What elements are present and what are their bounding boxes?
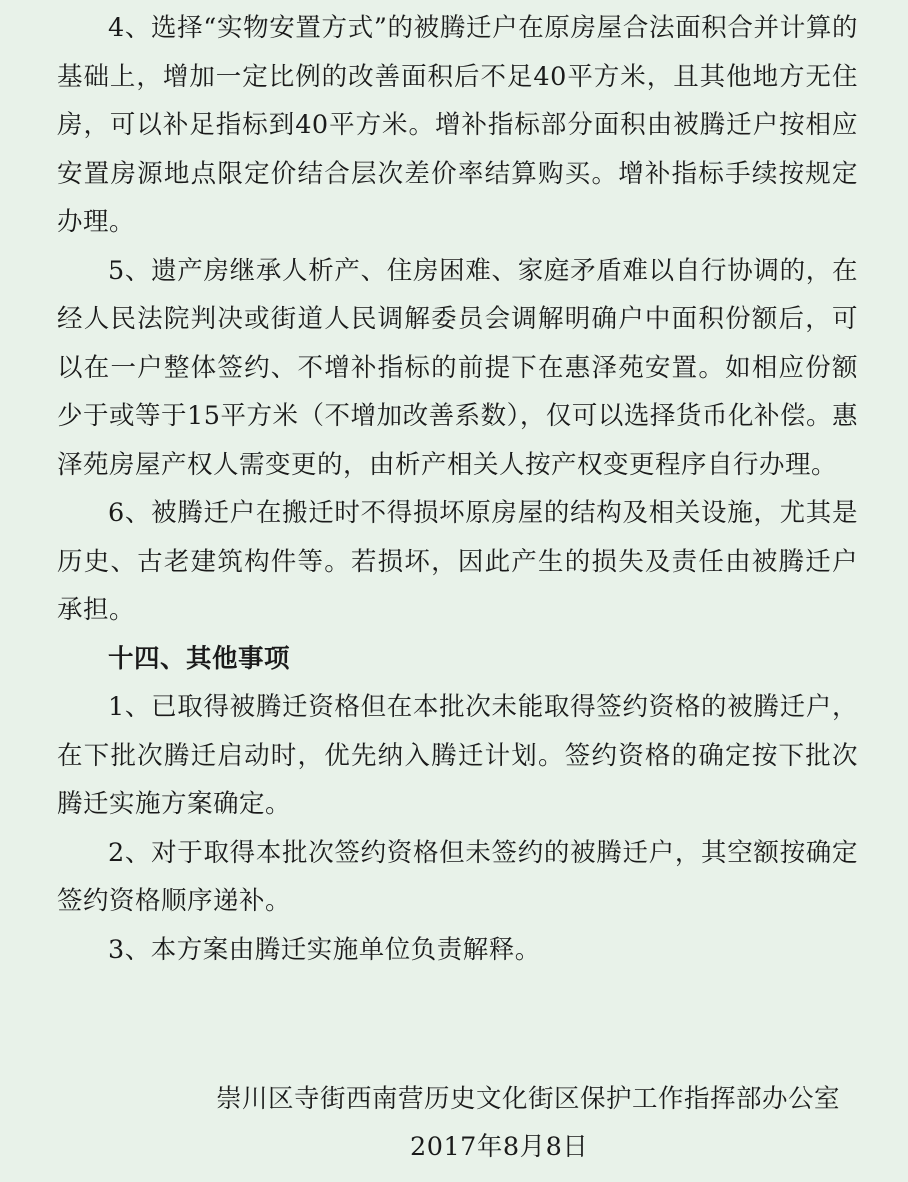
- paragraph-item-4: 4、选择“实物安置方式”的被腾迁户在原房屋合法面积合并计算的基础上，增加一定比例的改善面积后不足40平方米，且其他地方无住房，可以补足指标到40平方米。增补指标部分面积由被腾迁户按相应安置房源地点限定价结合层次差价率结算购买。增补指标手续按规定办理。: [57, 13, 858, 237]
- signature-date: 2017年8月8日: [410, 1132, 589, 1162]
- paragraph-other-3: 3、本方案由腾迁实施单位负责解释。: [108, 934, 541, 965]
- paragraph-item-5: 5、遗产房继承人析产、住房困难、家庭矛盾难以自行协调的，在经人民法院判决或街道人民调解委员会调解明确户中面积份额后，可以在一户整体签约、不增补指标的前提下在惠泽苑安置。如相应份额少于或等于15平方米（不增加改善系数），仅可以选择货币化补偿。惠泽苑房屋产权人需变更的，由析产相关人按产权变更程序自行办理。: [57, 255, 858, 480]
- paragraph-other-2: 2、对于取得本批次签约资格但未签约的被腾迁户，其空额按确定签约资格顺序递补。: [57, 837, 858, 916]
- signature-organization: 崇川区寺街西南营历史文化街区保护工作指挥部办公室: [215, 1084, 840, 1114]
- paragraph-other-1: 1、已取得被腾迁资格但在本批次未能取得签约资格的被腾迁户，在下批次腾迁启动时，优先纳入腾迁计划。签约资格的确定按下批次腾迁实施方案确定。: [57, 692, 858, 819]
- section-heading: 十四、其他事项: [108, 643, 291, 674]
- document-page: [0, 4, 908, 1182]
- paragraph-item-6: 6、被腾迁户在搬迁时不得损坏原房屋的结构及相关设施，尤其是历史、古老建筑构件等。若损坏，因此产生的损失及责任由被腾迁户承担。: [57, 498, 858, 625]
